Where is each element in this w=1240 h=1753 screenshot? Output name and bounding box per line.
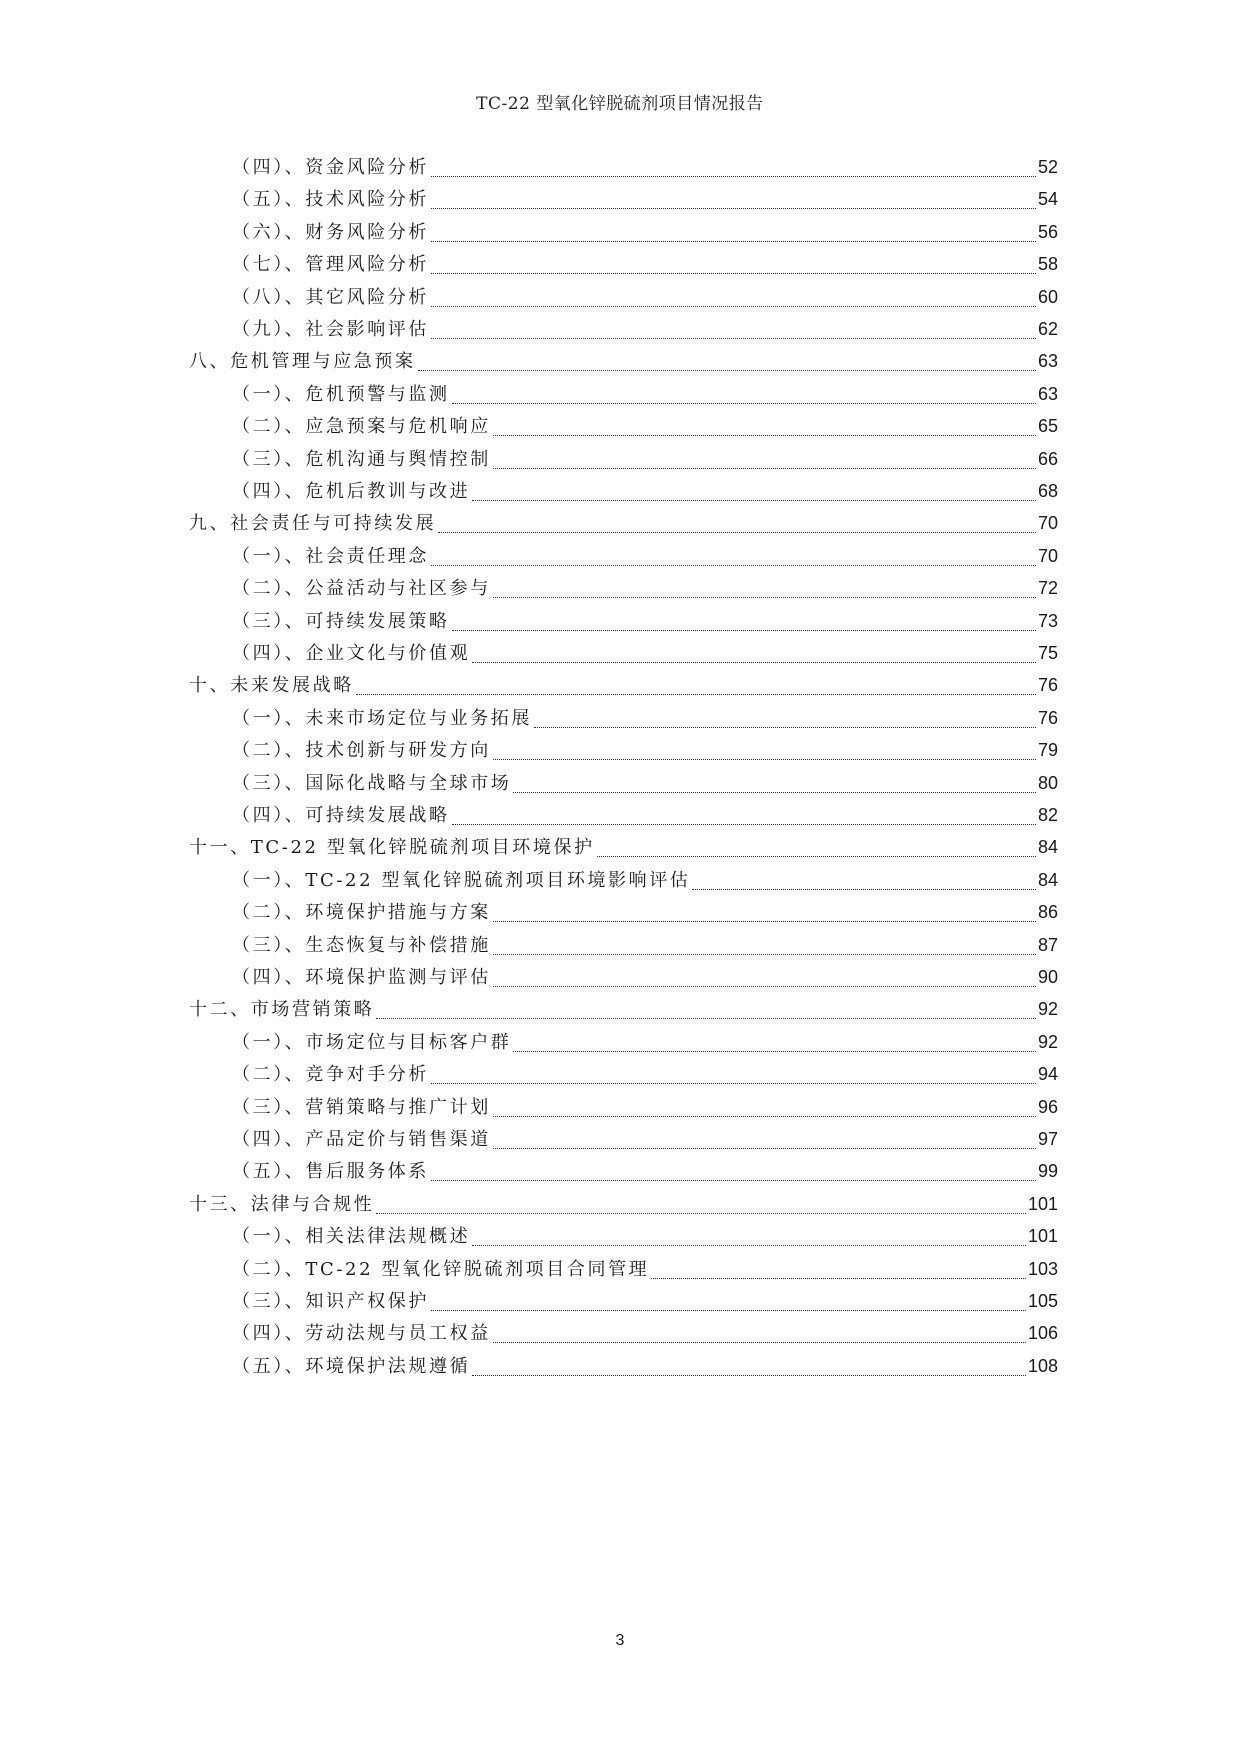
toc-entry[interactable] [232, 1221, 1058, 1251]
toc-entry-title: （二）、公益活动与社区参与 [232, 578, 491, 600]
toc-entry-page: 76 [1037, 675, 1058, 696]
toc-entry-title: 十三、法律与合规性 [189, 1193, 375, 1215]
toc-dot-leader [431, 337, 1036, 339]
toc-dot-leader [431, 272, 1036, 274]
toc-dot-leader [493, 985, 1036, 987]
toc-entry-page: 87 [1037, 934, 1058, 955]
toc-entry-page: 80 [1037, 772, 1058, 793]
toc-entry-title: （三）、知识产权保护 [232, 1291, 429, 1312]
toc-entry-page: 72 [1037, 578, 1058, 599]
toc-entry[interactable] [232, 1059, 1058, 1089]
toc-entry[interactable] [232, 897, 1058, 927]
toc-dot-leader [692, 888, 1035, 890]
toc-entry-page: 106 [1027, 1323, 1058, 1344]
toc-entry[interactable] [232, 1124, 1058, 1154]
toc-entry-page: 96 [1037, 1096, 1058, 1117]
toc-entry[interactable] [232, 865, 1058, 895]
toc-entry-title: 九、社会责任与可持续发展 [189, 513, 437, 535]
toc-dot-leader [376, 1212, 1026, 1214]
toc-entry-title: （一）、社会责任理念 [232, 545, 429, 567]
toc-entry-title: （二）、竞争对手分析 [232, 1064, 429, 1086]
toc-entry-title: （四）、产品定价与销售渠道 [232, 1129, 491, 1150]
toc-entry-title: （四）、环境保护监测与评估 [232, 967, 491, 988]
toc-entry-title: （三）、可持续发展策略 [232, 610, 450, 632]
toc-dot-leader [493, 596, 1036, 598]
toc-entry[interactable] [232, 1351, 1058, 1381]
toc-entry-page: 65 [1037, 416, 1058, 437]
toc-entry[interactable] [232, 703, 1058, 733]
toc-entry-title: （二）、技术创新与研发方向 [232, 740, 491, 762]
toc-entry-title: （一）、TC-22 型氧化锌脱硫剂项目环境影响评估 [232, 869, 691, 891]
toc-dot-leader [431, 1309, 1026, 1311]
toc-entry[interactable] [232, 1318, 1058, 1348]
toc-entry[interactable] [189, 508, 1058, 538]
toc-entry-title: （五）、技术风险分析 [232, 189, 429, 211]
toc-entry-page: 68 [1037, 481, 1058, 501]
toc-entry-title: （五）、售后服务体系 [232, 1161, 429, 1183]
toc-entry-title: （二）、应急预案与危机响应 [232, 416, 491, 438]
toc-dot-leader [431, 1179, 1036, 1181]
toc-dot-leader [597, 855, 1036, 857]
toc-entry-title: （一）、未来市场定位与业务拓展 [232, 707, 532, 729]
toc-entry[interactable] [232, 217, 1058, 247]
toc-entry-title: （三）、危机沟通与舆情控制 [232, 448, 491, 470]
toc-entry[interactable] [232, 962, 1058, 992]
toc-dot-leader [513, 791, 1036, 793]
toc-entry[interactable] [232, 411, 1058, 441]
toc-dot-leader [493, 1147, 1036, 1149]
toc-entry-page: 79 [1037, 740, 1058, 761]
toc-entry[interactable] [232, 1027, 1058, 1057]
toc-dot-leader [513, 1050, 1036, 1052]
toc-entry[interactable] [232, 606, 1058, 636]
toc-entry-page: 101 [1027, 1193, 1058, 1214]
toc-dot-leader [431, 240, 1036, 242]
toc-entry-title: （三）、国际化战略与全球市场 [232, 772, 512, 794]
toc-entry[interactable] [232, 444, 1058, 474]
toc-entry[interactable] [232, 768, 1058, 798]
toc-entry-page: 56 [1037, 221, 1058, 242]
toc-entry[interactable] [232, 249, 1058, 279]
toc-dot-leader [534, 726, 1036, 728]
toc-dot-leader [431, 207, 1036, 209]
toc-entry-page: 73 [1037, 610, 1058, 631]
toc-entry-title: （一）、市场定位与目标客户群 [232, 1031, 512, 1053]
toc-entry[interactable] [232, 930, 1058, 960]
toc-entry-page: 62 [1037, 319, 1058, 339]
toc-entry[interactable] [232, 184, 1058, 214]
toc-dot-leader [431, 564, 1036, 566]
toc-entry-title: （三）、生态恢复与补偿措施 [232, 934, 491, 956]
toc-entry[interactable] [232, 282, 1058, 312]
toc-entry[interactable] [189, 670, 1058, 700]
toc-entry-page: 108 [1027, 1355, 1058, 1376]
toc-dot-leader [431, 1082, 1036, 1084]
toc-dot-leader [493, 434, 1036, 436]
toc-entry-title: （四）、可持续发展战略 [232, 805, 450, 826]
page-number: 3 [615, 1632, 625, 1649]
toc-entry-page: 92 [1037, 1031, 1058, 1052]
toc-dot-leader [472, 499, 1036, 501]
toc-entry-page: 103 [1027, 1258, 1058, 1279]
toc-dot-leader [431, 305, 1036, 307]
toc-entry[interactable] [232, 800, 1058, 830]
toc-entry[interactable] [232, 638, 1058, 668]
toc-entry-page: 70 [1037, 513, 1058, 534]
toc-dot-leader [493, 758, 1036, 760]
toc-entry[interactable] [189, 1189, 1058, 1219]
toc-entry-page: 52 [1037, 157, 1058, 177]
toc-entry-page: 105 [1027, 1291, 1058, 1311]
toc-entry-page: 101 [1027, 1226, 1058, 1247]
toc-entry-page: 66 [1037, 448, 1058, 469]
toc-dot-leader [472, 1244, 1026, 1246]
toc-entry-title: （八）、其它风险分析 [232, 286, 429, 308]
toc-entry[interactable] [189, 832, 1058, 862]
toc-entry-page: 63 [1037, 351, 1058, 372]
toc-dot-leader [472, 1374, 1026, 1376]
toc-entry-title: （四）、企业文化与价值观 [232, 643, 471, 664]
toc-entry-page: 84 [1037, 869, 1058, 890]
toc-dot-leader [431, 175, 1036, 177]
toc-entry-title: 十一、TC-22 型氧化锌脱硫剂项目环境保护 [189, 837, 595, 859]
toc-dot-leader [452, 823, 1036, 825]
toc-dot-leader [493, 1115, 1036, 1117]
toc-entry-page: 75 [1037, 643, 1058, 663]
toc-entry-page: 70 [1037, 545, 1058, 566]
toc-entry-title: （七）、管理风险分析 [232, 254, 429, 276]
toc-dot-leader [493, 920, 1036, 922]
toc-entry-page: 54 [1037, 189, 1058, 210]
toc-entry[interactable] [189, 346, 1058, 376]
toc-dot-leader [376, 1017, 1036, 1019]
toc-entry[interactable] [232, 735, 1058, 765]
toc-entry-page: 60 [1037, 286, 1058, 307]
toc-entry[interactable] [232, 1092, 1058, 1122]
toc-dot-leader [493, 467, 1036, 469]
toc-entry-title: （六）、财务风险分析 [232, 221, 429, 243]
toc-entry-page: 84 [1037, 837, 1058, 858]
toc-entry-page: 86 [1037, 902, 1058, 923]
toc-entry-title: （四）、资金风险分析 [232, 157, 429, 178]
toc-entry-page: 82 [1037, 805, 1058, 825]
toc-entry-title: （三）、营销策略与推广计划 [232, 1096, 491, 1118]
toc-dot-leader [438, 531, 1036, 533]
toc-entry-page: 90 [1037, 967, 1058, 987]
toc-entry-page: 97 [1037, 1129, 1058, 1149]
toc-entry[interactable] [232, 379, 1058, 409]
toc-entry-title: （一）、相关法律法规概述 [232, 1226, 471, 1248]
toc-dot-leader [356, 693, 1036, 695]
toc-entry-title: 十二、市场营销策略 [189, 999, 375, 1021]
toc-entry[interactable] [232, 476, 1058, 506]
toc-entry-page: 58 [1037, 254, 1058, 275]
toc-dot-leader [493, 1341, 1026, 1343]
toc-dot-leader [452, 629, 1036, 631]
toc-entry-title: （一）、危机预警与监测 [232, 383, 450, 405]
toc-entry-title: 十、未来发展战略 [189, 675, 354, 697]
toc-entry[interactable] [232, 541, 1058, 571]
toc-entry[interactable] [232, 573, 1058, 603]
toc-dot-leader [418, 369, 1036, 371]
running-header: TC-22 型氧化锌脱硫剂项目情况报告 [476, 94, 764, 114]
toc-entry-title: （四）、危机后教训与改进 [232, 481, 471, 502]
toc-entry-title: （九）、社会影响评估 [232, 319, 429, 340]
toc-entry-page: 63 [1037, 383, 1058, 404]
toc-entry-page: 92 [1037, 999, 1058, 1020]
toc-entry-title: （二）、TC-22 型氧化锌脱硫剂项目合同管理 [232, 1258, 650, 1280]
toc-entry[interactable] [232, 1286, 1058, 1316]
toc-entry-page: 76 [1037, 707, 1058, 728]
toc-entry-title: （二）、环境保护措施与方案 [232, 902, 491, 924]
toc-entry[interactable] [232, 1156, 1058, 1186]
toc-entry-title: 八、危机管理与应急预案 [189, 351, 416, 373]
toc-entry[interactable] [232, 1254, 1058, 1284]
toc-entry[interactable] [189, 994, 1058, 1024]
toc-dot-leader [452, 402, 1036, 404]
toc-entry-page: 99 [1037, 1161, 1058, 1182]
toc-entry[interactable] [232, 152, 1058, 182]
toc-entry-title: （四）、劳动法规与员工权益 [232, 1323, 491, 1345]
toc-entry-page: 94 [1037, 1064, 1058, 1085]
toc-dot-leader [472, 661, 1036, 663]
toc-dot-leader [651, 1277, 1026, 1279]
toc-dot-leader [493, 953, 1036, 955]
toc-entry[interactable] [232, 314, 1058, 344]
toc-entry-title: （五）、环境保护法规遵循 [232, 1355, 471, 1377]
